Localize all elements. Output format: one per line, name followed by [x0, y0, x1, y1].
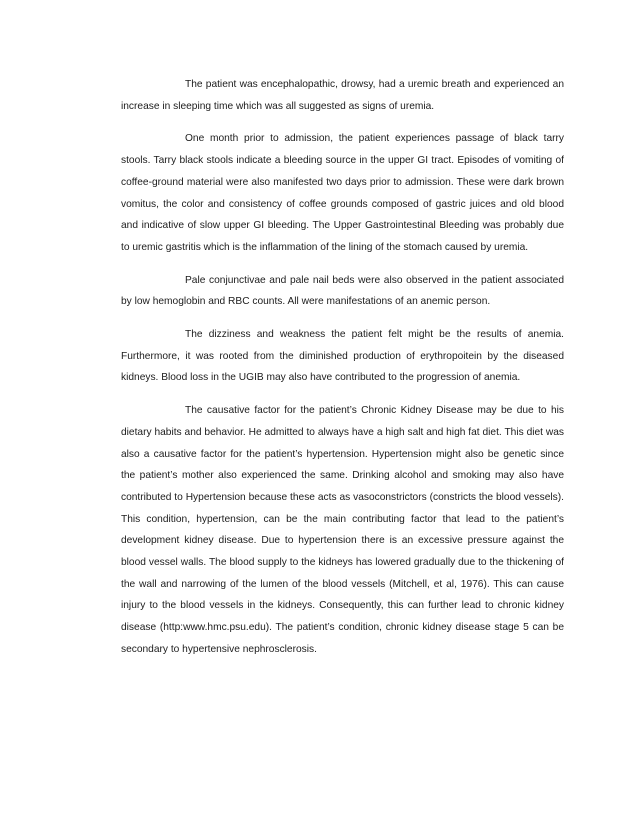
paragraph-uremia-signs: The patient was encephalopathic, drowsy, had a uremic breath and experienced an increase in sleeping time which was all suggested as signs of uremia.	[121, 79, 564, 112]
document-body	[121, 74, 564, 672]
paragraph-causative-factor: The causative factor for the patient’s Chronic Kidney Disease may be due to his dietary habits and behavior. He admitted to always have a high salt and high fat diet. This diet was also a causative factor for the patient’s hypertension. Hypertension might also be genetic since the patient’s mother also experienced the same. Drinking alcohol and smoking may also have contributed to Hypertension because these acts as vasoconstrictors (constricts the blood vessels). This condition, hypertension, can be the main contributing factor that lead to the patient’s development kidney disease. Due to hypertension there is an excessive pressure against the blood vessel walls. The blood supply to the kidneys has lowered gradually due to the thickening of the wall and narrowing of the lumen of the blood vessels (Mitchell, et al, 1976). This can cause injury to the blood vessels in the kidneys. Consequently, this can further lead to chronic kidney disease (http:www.hmc.psu.edu). The patient’s condition, chronic kidney disease stage 5 can be secondary to hypertensive nephrosclerosis.	[121, 405, 564, 655]
paragraph-pale-signs: Pale conjunctivae and pale nail beds were also observed in the patient associated by low hemoglobin and RBC counts. All were manifestations of an anemic person.	[121, 274, 564, 308]
paragraph-anemia: The dizziness and weakness the patient felt might be the results of anemia. Furthermore, it was rooted from the diminished production of erythropoitein by the diseased kidneys. Blood loss in the UGIB may also have contributed to the progression of anemia.	[121, 329, 564, 384]
paragraph-gi-bleeding: One month prior to admission, the patient experiences passage of black tarry stools. Tarry black stools indicate a bleeding source in the upper GI tract. Episodes of vomiting of coffee-ground material were also manifested two days prior to admission. These were dark brown vomitus, the color and consistency of coffee grounds composed of gastric juices and old blood and indicative of slow upper GI bleeding. The Upper Gastrointestinal Bleeding was probably due to uremic gastritis which is the inflammation of the lining of the stomach caused by uremia.	[121, 133, 564, 253]
